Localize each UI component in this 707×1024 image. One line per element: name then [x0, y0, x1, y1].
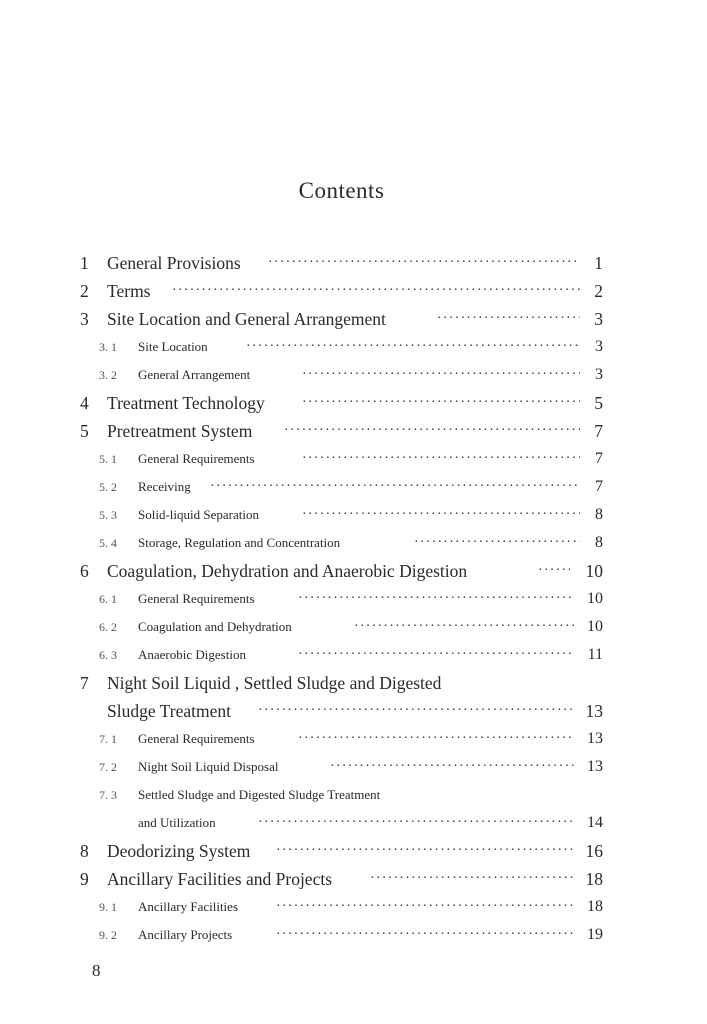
- entry-number: 7: [80, 673, 89, 693]
- entry-page: 3: [595, 338, 603, 355]
- toc-entry[interactable]: [0, 418, 707, 444]
- entry-title: Settled Sludge and Digested Sludge Treatment: [138, 787, 381, 802]
- dot-leader: [258, 810, 574, 836]
- dot-leader: [302, 446, 580, 472]
- entry-number: 5. 4: [99, 536, 117, 550]
- entry-page: 19: [587, 926, 603, 943]
- page-number: 8: [92, 961, 101, 980]
- entry-page: 11: [587, 646, 603, 663]
- toc-entry[interactable]: [0, 670, 707, 696]
- entry-title: Pretreatment System: [107, 421, 253, 441]
- dot-leader: [302, 502, 580, 528]
- entry-number: 4: [80, 393, 89, 413]
- entry-title: Night Soil Liquid , Settled Sludge and Digested: [107, 673, 442, 693]
- entry-title: Receiving: [138, 479, 191, 494]
- toc-entry[interactable]: [0, 782, 707, 808]
- entry-number: 8: [80, 841, 89, 861]
- toc-entry[interactable]: [0, 642, 707, 668]
- entry-number: 1: [80, 253, 89, 273]
- toc-entry[interactable]: [0, 474, 707, 500]
- entry-page: 1: [594, 253, 603, 273]
- entry-page: 7: [595, 478, 603, 495]
- entry-page: 2: [594, 281, 603, 301]
- entry-page: 5: [594, 393, 603, 413]
- dot-leader: [298, 642, 574, 668]
- entry-title-continued: Sludge Treatment: [107, 701, 231, 721]
- entry-number: 6. 2: [99, 620, 117, 634]
- dot-leader: [370, 866, 574, 892]
- entry-number: 5. 1: [99, 452, 117, 466]
- entry-number: 5. 3: [99, 508, 117, 522]
- entry-number: 3: [80, 309, 89, 329]
- entry-title: Ancillary Projects: [138, 927, 233, 942]
- entry-page: 16: [585, 841, 603, 861]
- entry-title: Solid-liquid Separation: [138, 507, 259, 522]
- entry-number: 7. 3: [99, 788, 117, 802]
- dot-leader: [354, 614, 574, 640]
- entry-page: 18: [587, 898, 603, 915]
- toc-entry[interactable]: [0, 894, 707, 920]
- entry-title: Treatment Technology: [107, 393, 265, 413]
- toc-entry[interactable]: [0, 614, 707, 640]
- dot-leader: [276, 838, 574, 864]
- toc-entry[interactable]: [0, 362, 707, 388]
- entry-number: 5: [80, 421, 89, 441]
- toc-entry[interactable]: [0, 866, 707, 892]
- entry-title: General Requirements: [138, 451, 255, 466]
- entry-title: Site Location and General Arrangement: [107, 309, 386, 329]
- entry-number: 7. 1: [99, 732, 117, 746]
- entry-page: 3: [594, 309, 603, 329]
- toc-entry[interactable]: [0, 586, 707, 612]
- dot-leader: [330, 754, 574, 780]
- dot-leader: [302, 390, 580, 416]
- entry-number: 9. 2: [99, 928, 117, 942]
- page-title: Contents: [298, 178, 385, 203]
- dot-leader: [246, 334, 580, 360]
- dot-leader: [302, 362, 580, 388]
- toc-entry[interactable]: [0, 390, 707, 416]
- entry-title: General Requirements: [138, 731, 255, 746]
- entry-title: Deodorizing System: [107, 841, 251, 861]
- entry-page: 10: [585, 561, 603, 581]
- entry-page: 13: [587, 730, 603, 747]
- dot-leader: [258, 698, 574, 724]
- entry-page: 14: [587, 814, 603, 831]
- entry-page: 8: [595, 506, 603, 523]
- dot-leader: [284, 418, 580, 444]
- toc-entry[interactable]: [0, 278, 707, 304]
- toc-entry[interactable]: [0, 446, 707, 472]
- entry-title: Coagulation and Dehydration: [138, 619, 292, 634]
- toc-entry[interactable]: [0, 530, 707, 556]
- dot-leader: [298, 726, 574, 752]
- dot-leader: [538, 558, 570, 584]
- dot-leader: [437, 306, 580, 332]
- entry-page: 13: [585, 701, 603, 721]
- dot-leader: [414, 530, 580, 556]
- entry-title: Site Location: [138, 339, 208, 354]
- toc-entry[interactable]: [0, 502, 707, 528]
- entry-title: General Provisions: [107, 253, 241, 273]
- dot-leader: [210, 474, 580, 500]
- toc-entry[interactable]: [0, 334, 707, 360]
- entry-number: 6. 1: [99, 592, 117, 606]
- toc-entry[interactable]: [0, 558, 707, 584]
- entry-title: General Requirements: [138, 591, 255, 606]
- entry-page: 8: [595, 534, 603, 551]
- entry-page: 7: [595, 450, 603, 467]
- dot-leader: [276, 894, 574, 920]
- entry-title-continued: and Utilization: [138, 815, 216, 830]
- toc-entry[interactable]: [0, 922, 707, 948]
- entry-number: 7. 2: [99, 760, 117, 774]
- entry-number: 3. 2: [99, 368, 117, 382]
- entry-title: Night Soil Liquid Disposal: [138, 759, 279, 774]
- toc-entry-continuation[interactable]: [0, 698, 707, 724]
- toc-entry[interactable]: [0, 306, 707, 332]
- entry-number: 9: [80, 869, 89, 889]
- entry-number: 2: [80, 281, 89, 301]
- toc-entry[interactable]: [0, 726, 707, 752]
- entry-number: 6: [80, 561, 89, 581]
- toc-entry[interactable]: [0, 754, 707, 780]
- entry-title: Storage, Regulation and Concentration: [138, 535, 341, 550]
- entry-title: Terms: [107, 281, 151, 301]
- entry-page: 7: [594, 421, 603, 441]
- entry-title: Ancillary Facilities: [138, 899, 239, 914]
- toc-entry[interactable]: [0, 250, 707, 276]
- entry-number: 9. 1: [99, 900, 117, 914]
- toc-entry[interactable]: [0, 838, 707, 864]
- entry-page: 18: [585, 869, 603, 889]
- entry-title: Coagulation, Dehydration and Anaerobic Digestion: [107, 561, 468, 581]
- entry-number: 3. 1: [99, 340, 117, 354]
- entry-page: 10: [587, 618, 603, 635]
- entry-page: 10: [587, 590, 603, 607]
- entry-title: General Arrangement: [138, 367, 251, 382]
- dot-leader: [268, 250, 580, 276]
- entry-number: 5. 2: [99, 480, 117, 494]
- dot-leader: [172, 278, 580, 304]
- entry-title: Ancillary Facilities and Projects: [107, 869, 333, 889]
- dot-leader: [298, 586, 574, 612]
- toc-entry-continuation[interactable]: [0, 810, 707, 836]
- entry-page: 13: [587, 758, 603, 775]
- dot-leader: [276, 922, 574, 948]
- entry-title: Anaerobic Digestion: [138, 647, 246, 662]
- entry-number: 6. 3: [99, 648, 117, 662]
- entry-page: 3: [595, 366, 603, 383]
